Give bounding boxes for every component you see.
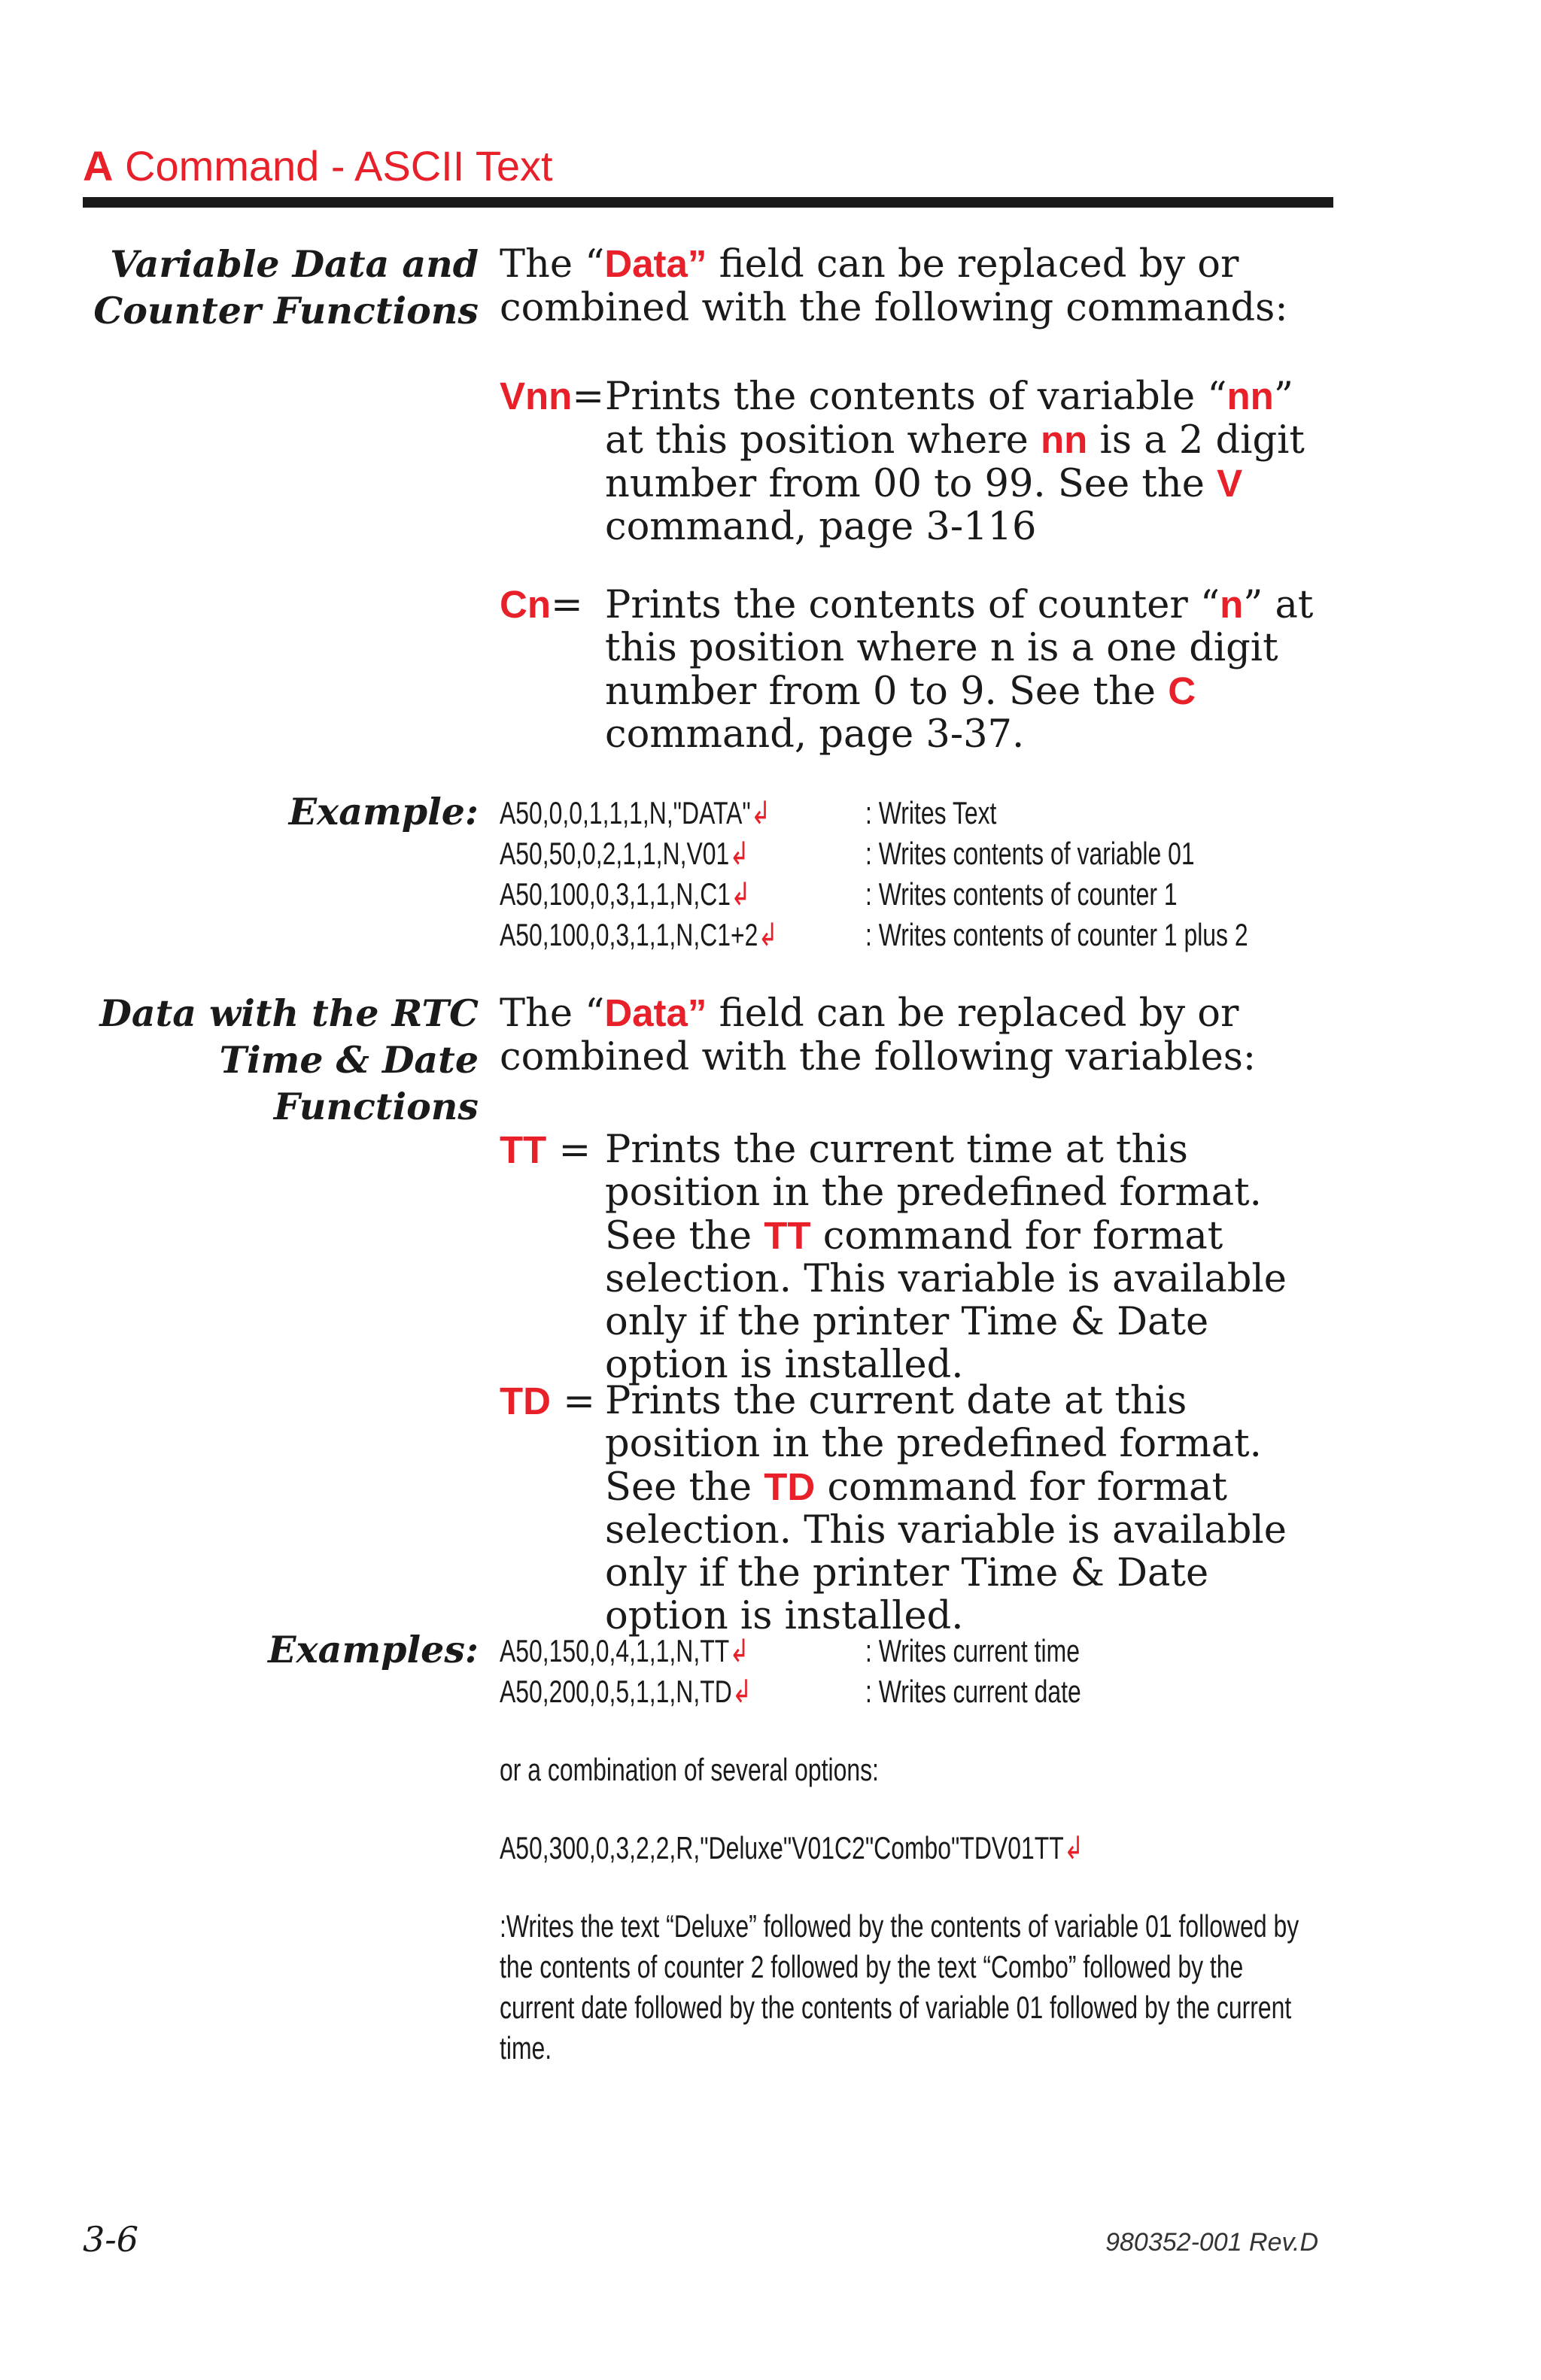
side-heading-rtc — [99, 990, 479, 1130]
enter-icon: ↲ — [758, 917, 779, 952]
example-label: Example: — [288, 790, 479, 833]
term-vnn: Vnn — [500, 375, 573, 417]
term-td: TD — [500, 1380, 551, 1422]
page-title — [83, 141, 553, 190]
title-text: Command - ASCII Text — [113, 142, 553, 190]
side-heading-line: Time & Date — [219, 1038, 479, 1082]
combo-command: A50,300,0,3,2,2,R,"Deluxe"V01C2"Combo"TDV01TT↲ — [500, 1830, 1084, 1865]
side-heading-variable-data — [93, 241, 479, 334]
enter-icon: ↲ — [731, 876, 751, 912]
enter-icon: ↲ — [1063, 1830, 1084, 1865]
examples-label: Examples: — [268, 1628, 479, 1671]
data-keyword: Data” — [604, 991, 707, 1034]
term-tt: TT — [500, 1128, 547, 1171]
example-command-row: A50,100,0,3,1,1,N,C1↲ — [500, 876, 751, 912]
side-heading-line: Functions — [273, 1085, 479, 1128]
combo-intro: or a combination of several options: — [500, 1752, 879, 1787]
example-command-row: A50,100,0,3,1,1,N,C1+2↲ — [500, 917, 779, 952]
example-description: : Writes contents of variable 01 — [865, 836, 1195, 871]
enter-icon: ↲ — [729, 836, 749, 871]
example-command-row: A50,200,0,5,1,1,N,TD↲ — [500, 1674, 752, 1709]
example-description: : Writes contents of counter 1 — [865, 876, 1178, 912]
definition-text: Prints the current date at this position in the predefined format. See the TD command for format selection. This variable is available only if the printer Time & Date option is installed. — [605, 1379, 1287, 1638]
side-heading-line: Counter Functions — [93, 289, 479, 332]
definition-tt: TT = Prints the current time at this position in the predefined format. See the TT command for format selection. This variable is available only if the printer Time & Date option is installed. — [500, 1128, 1336, 1346]
example-description: : Writes Text — [865, 795, 997, 830]
definition-cn: Cn= Prints the contents of counter “n” at this position where n is a one digit number from 0 to 9. See the C command, page 3-37. — [500, 583, 1336, 756]
header-rule — [83, 197, 1333, 208]
example-command-row: A50,0,0,1,1,1,N,"DATA"↲ — [500, 795, 771, 830]
title-letter: A — [83, 142, 114, 190]
section2-intro: The “Data” field can be replaced by or combined with the following variables: — [500, 991, 1257, 1079]
definition-text: Prints the contents of variable “nn” at this position where nn is a 2 digit number from 00 to 99. See the V command, page 3-116 — [605, 375, 1305, 549]
definition-text: Prints the contents of counter “n” at this position where n is a one digit number from 0 to 9. See the C command, page 3-37. — [605, 583, 1314, 757]
enter-icon: ↲ — [731, 1674, 752, 1709]
example-command-row: A50,150,0,4,1,1,N,TT↲ — [500, 1633, 749, 1668]
definition-td: TD = Prints the current date at this position in the predefined format. See the TD command for format selection. This variable is available only if the printer Time & Date option is installed. — [500, 1380, 1336, 1598]
example-command-row: A50,50,0,2,1,1,N,V01↲ — [500, 836, 749, 871]
definition-text: Prints the current time at this position in the predefined format. See the TT command for format selection. This variable is available only if the printer Time & Date option is installed. — [605, 1128, 1287, 1387]
enter-icon: ↲ — [729, 1633, 749, 1668]
side-heading-line: Data with the RTC — [99, 991, 479, 1035]
combo-description: :Writes the text “Deluxe” followed by the contents of variable 01 followed by the contents of counter 2 followed by the text “Combo” followed by the current date followed by the contents of variable 01 followed by the current time. — [500, 1908, 1299, 2066]
example-description: : Writes current time — [865, 1633, 1080, 1668]
term-cn: Cn — [500, 583, 551, 626]
doc-number: 980352-001 Rev.D — [1105, 2228, 1318, 2257]
page-number: 3-6 — [83, 2219, 139, 2260]
example-description: : Writes current date — [865, 1674, 1081, 1709]
data-keyword: Data” — [604, 242, 707, 285]
example-description: : Writes contents of counter 1 plus 2 — [865, 917, 1248, 952]
side-heading-line: Variable Data and — [110, 242, 479, 286]
definition-vnn: Vnn= Prints the contents of variable “nn” at this position where nn is a 2 digit number from 00 to 99. See the V command, page 3-116 — [500, 375, 1336, 548]
section1-intro: The “Data” field can be replaced by or combined with the following commands: — [500, 242, 1288, 330]
enter-icon: ↲ — [750, 795, 771, 830]
